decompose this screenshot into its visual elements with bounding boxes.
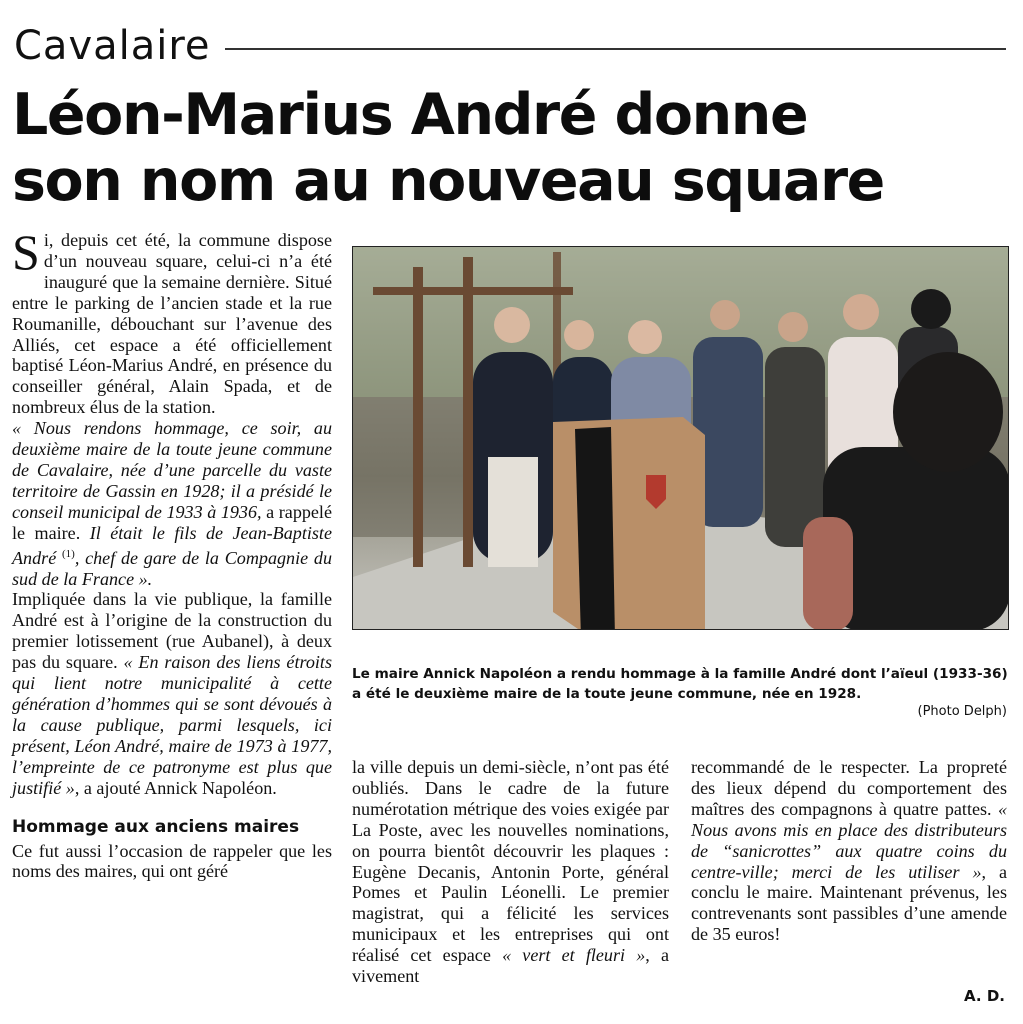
paragraph-quote [12, 418, 332, 589]
photo [352, 246, 1009, 630]
author-signature: A. D. [964, 987, 1005, 1005]
headline [12, 82, 1012, 214]
footnote-ref: (1) [61, 547, 75, 560]
quote-text: , chef de gare de la Compagnie du sud de la France ». [12, 547, 332, 589]
article-column-1 [12, 224, 332, 882]
headline-line-1: Léon-Marius André donne [12, 82, 808, 148]
intro-text: i, depuis cet été, la commune dispose d’un nouveau square, celui-ci n’a été inauguré que la semaine dernière. Situé entre le parking de l’ancien stade et la rue Roumanille, débouchant sur l’avenue des Alliés, cet espace a été officiellement baptisé Léon-Marius André, en présence du conseiller général, Alain Spada, et de nombreux élus de la station. [12, 230, 332, 418]
attribution-text: , a ajouté Annick Napoléon. [74, 777, 277, 798]
paragraph-family [12, 589, 332, 798]
paragraph-mayors: Ce fut aussi l’occasion de rappeler que les noms des maires, qui ont géré [12, 840, 332, 882]
attribution-text: a rappelé le maire. [12, 501, 332, 543]
body-text: recommandé de le respecter. La propreté des lieux dépend du comportement des maîtres des compagnons à quatre pattes. [691, 757, 1007, 819]
photo-caption: Le maire Annick Napoléon a rendu hommage à la famille André dont l’aïeul (1933-36) a été le deuxième maire de la toute jeune commune, née en 1928. [352, 666, 1008, 702]
section-name: Cavalaire [14, 23, 211, 69]
quote-text: Il était le fils de Jean-Baptiste André [12, 522, 332, 568]
dropcap: S [12, 224, 40, 280]
body-text: , a vivement [352, 945, 669, 987]
paragraph-cleanliness [691, 757, 1007, 945]
quote-text: « En raison des liens étroits qui lient notre municipalité à cette génération d’hommes qui se sont dévoués à la cause publique, parmi lesquels, ici présent, Léon André, maire de 1973 à 1977, l’empreinte de ce patronyme est plus que justifié » [12, 652, 332, 798]
headline-line-2: son nom au nouveau square [12, 148, 884, 214]
body-text: la ville depuis un demi-siècle, n’ont pas été oubliés. Dans le cadre de la future numérotation métrique des voies exigée par La Poste, avec les nouvelles nominations, on pourra bientôt découvrir les plaques : Eugène Decanis, Antonin Porte, général Pomes et Paulin Léonelli. Le premier magistrat, qui a félicité les services municipaux et les entreprises qui ont réalisé cet espace [352, 757, 669, 966]
section-rule [225, 48, 1006, 50]
article-column-3 [691, 757, 1007, 945]
article-column-2 [352, 757, 669, 987]
paragraph-intro [12, 224, 332, 418]
quote-text: « vert et fleuri » [502, 945, 646, 966]
quote-text: « Nous avons mis en place des distributeurs de “sanicrottes” aux quatre coins du centre-ville; merci de les utiliser » [691, 798, 1007, 882]
photo-illustration [353, 247, 1009, 630]
paragraph-plaques [352, 757, 669, 987]
body-text: , a conclu le maire. Maintenant prévenus, les contrevenants sont passibles d’une amende de 35 euros! [691, 861, 1008, 945]
subhead: Hommage aux anciens maires [12, 816, 300, 837]
section-header [14, 24, 1006, 68]
body-text: Impliquée dans la vie publique, la famille André est à l’origine de la construction du premier lotissement (rue Aubanel), à deux pas du square. [12, 589, 332, 673]
photo-credit: (Photo Delph) [917, 704, 1007, 719]
quote-text: « Nous rendons hommage, ce soir, au deuxième maire de la toute jeune commune de Cavalaire, née d’une parcelle du vaste territoire de Gassin en 1928; il a présidé le conseil municipal de 1933 à 1936, [12, 418, 332, 522]
